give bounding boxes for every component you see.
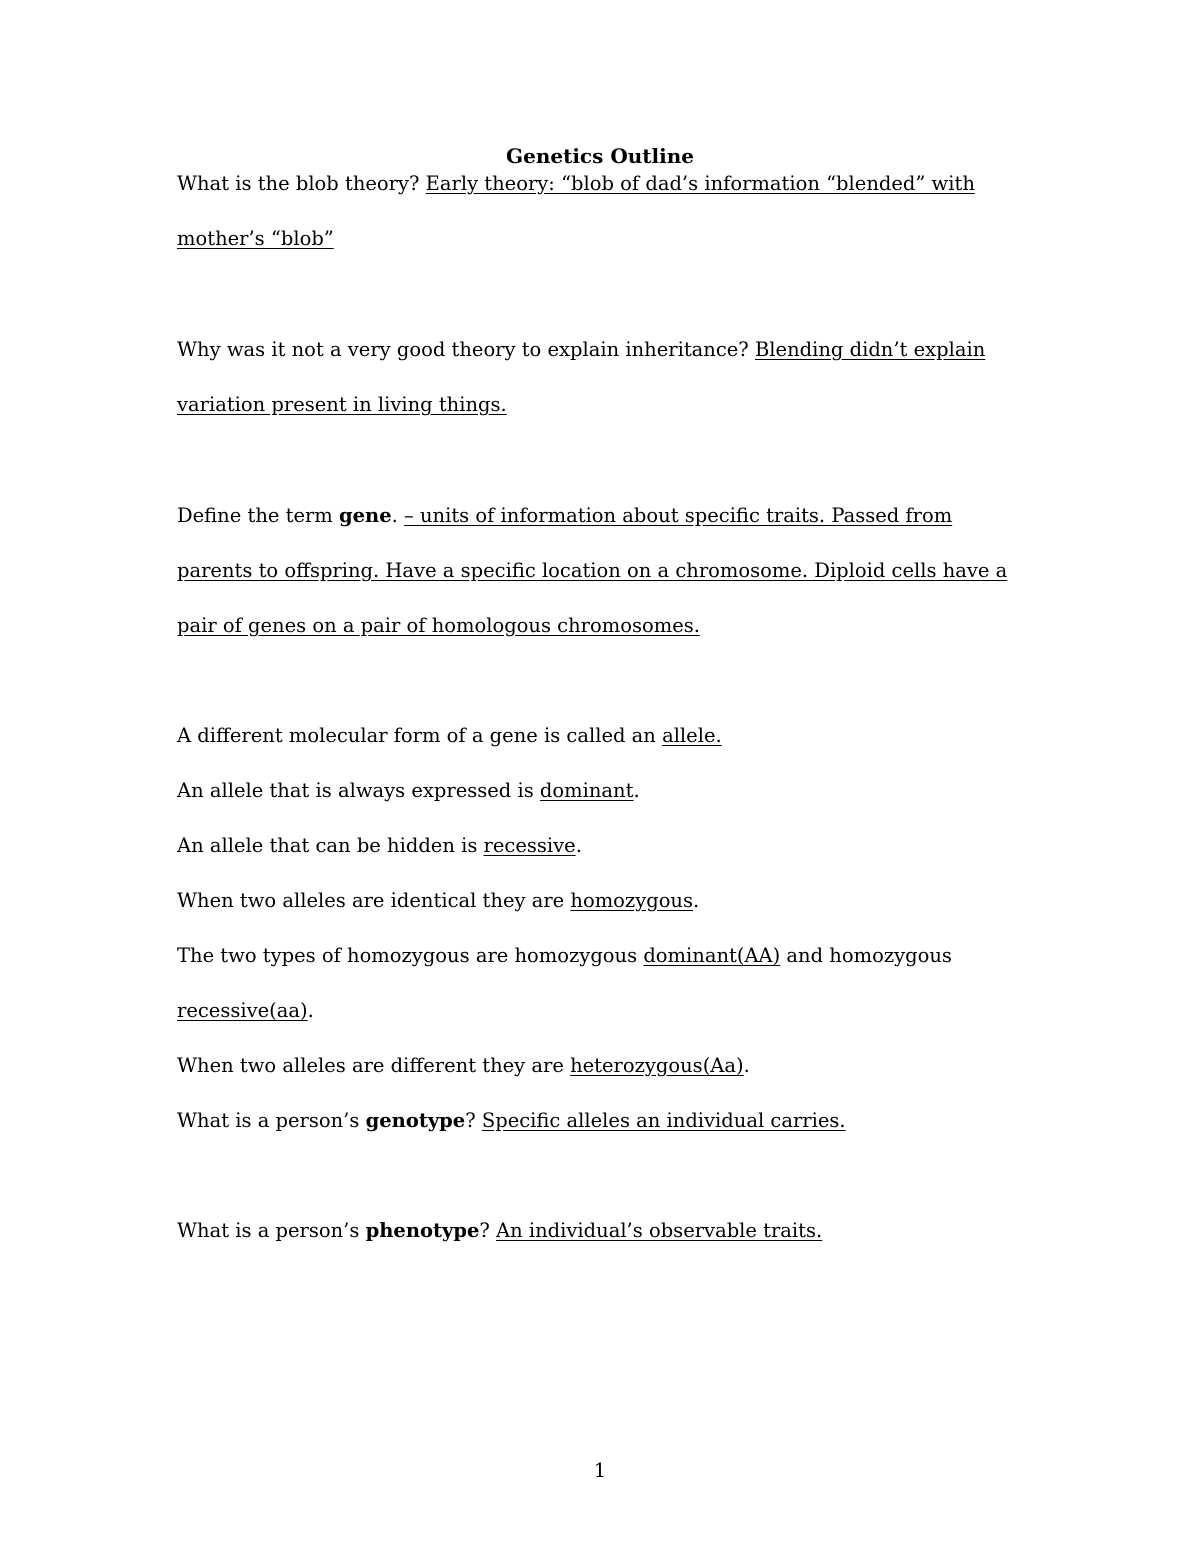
question-text: Define the term (177, 504, 339, 527)
answer-text: parents to offspring. Have a specific location on a chromosome. Diploid cells have a (177, 559, 1008, 582)
answer-text: Blending didn’t explain (754, 338, 986, 361)
punctuation: . (307, 999, 314, 1022)
answer-text: An individual’s observable traits. (496, 1219, 823, 1242)
statement-recessive (177, 832, 1037, 860)
question-phenotype (177, 1217, 1037, 1245)
question-text: The two types of homozygous are homozygous (177, 944, 644, 967)
page-number: 1 (593, 1459, 607, 1482)
bold-term: genotype (365, 1109, 466, 1132)
question-text: and homozygous (780, 944, 952, 967)
punctuation: . (575, 834, 582, 857)
answer-text: variation present in living things. (177, 393, 507, 416)
punctuation: . (743, 1054, 750, 1077)
answer-continuation (177, 557, 1037, 585)
answer-text: dominant(AA) (643, 944, 781, 967)
answer-text: recessive (483, 834, 576, 857)
question-blob-theory (177, 170, 1037, 198)
answer-text: homozygous (570, 889, 693, 912)
punctuation: . (633, 779, 640, 802)
statement-dominant (177, 777, 1037, 805)
statement-heterozygous (177, 1052, 1037, 1080)
answer-text: Early theory: “blob of dad’s information “blended” with (425, 172, 975, 195)
answer-text: allele. (662, 724, 722, 747)
statement-allele (177, 722, 1037, 750)
answer-text: Specific alleles an individual carries. (481, 1109, 846, 1132)
bold-term: phenotype (365, 1219, 480, 1242)
question-text: Why was it not a very good theory to explain inheritance? (177, 338, 755, 361)
answer-text: heterozygous(Aa) (570, 1054, 744, 1077)
question-text: ? (479, 1219, 497, 1242)
question-define-gene (177, 502, 1037, 530)
question-text: ? (465, 1109, 482, 1132)
document-title: Genetics Outline (506, 144, 694, 168)
question-text: When two alleles are different they are (177, 1054, 571, 1077)
statement-homozygous (177, 887, 1037, 915)
question-text: What is a person’s (177, 1109, 366, 1132)
answer-text: mother’s “blob” (177, 227, 334, 250)
question-text: What is the blob theory? (177, 172, 426, 195)
question-genotype (177, 1107, 1037, 1135)
statement-homozygous-types (177, 942, 1037, 970)
answer-continuation (177, 612, 1037, 640)
question-text: When two alleles are identical they are (177, 889, 571, 912)
punctuation: . (693, 889, 700, 912)
question-text: A different molecular form of a gene is called an (177, 724, 663, 747)
question-text: An allele that is always expressed is (177, 779, 540, 802)
answer-text: dominant (539, 779, 634, 802)
answer-continuation (177, 997, 1037, 1025)
question-blending-inheritance (177, 336, 1037, 364)
answer-continuation (177, 391, 1037, 419)
question-text: What is a person’s (177, 1219, 366, 1242)
answer-text: – units of information about specific traits. Passed from (404, 504, 953, 527)
bold-term: gene (339, 504, 392, 527)
answer-text: recessive(aa) (177, 999, 308, 1022)
answer-continuation (177, 225, 1037, 253)
question-text: . (391, 504, 405, 527)
answer-text: pair of genes on a pair of homologous chromosomes. (177, 614, 700, 637)
question-text: An allele that can be hidden is (177, 834, 484, 857)
